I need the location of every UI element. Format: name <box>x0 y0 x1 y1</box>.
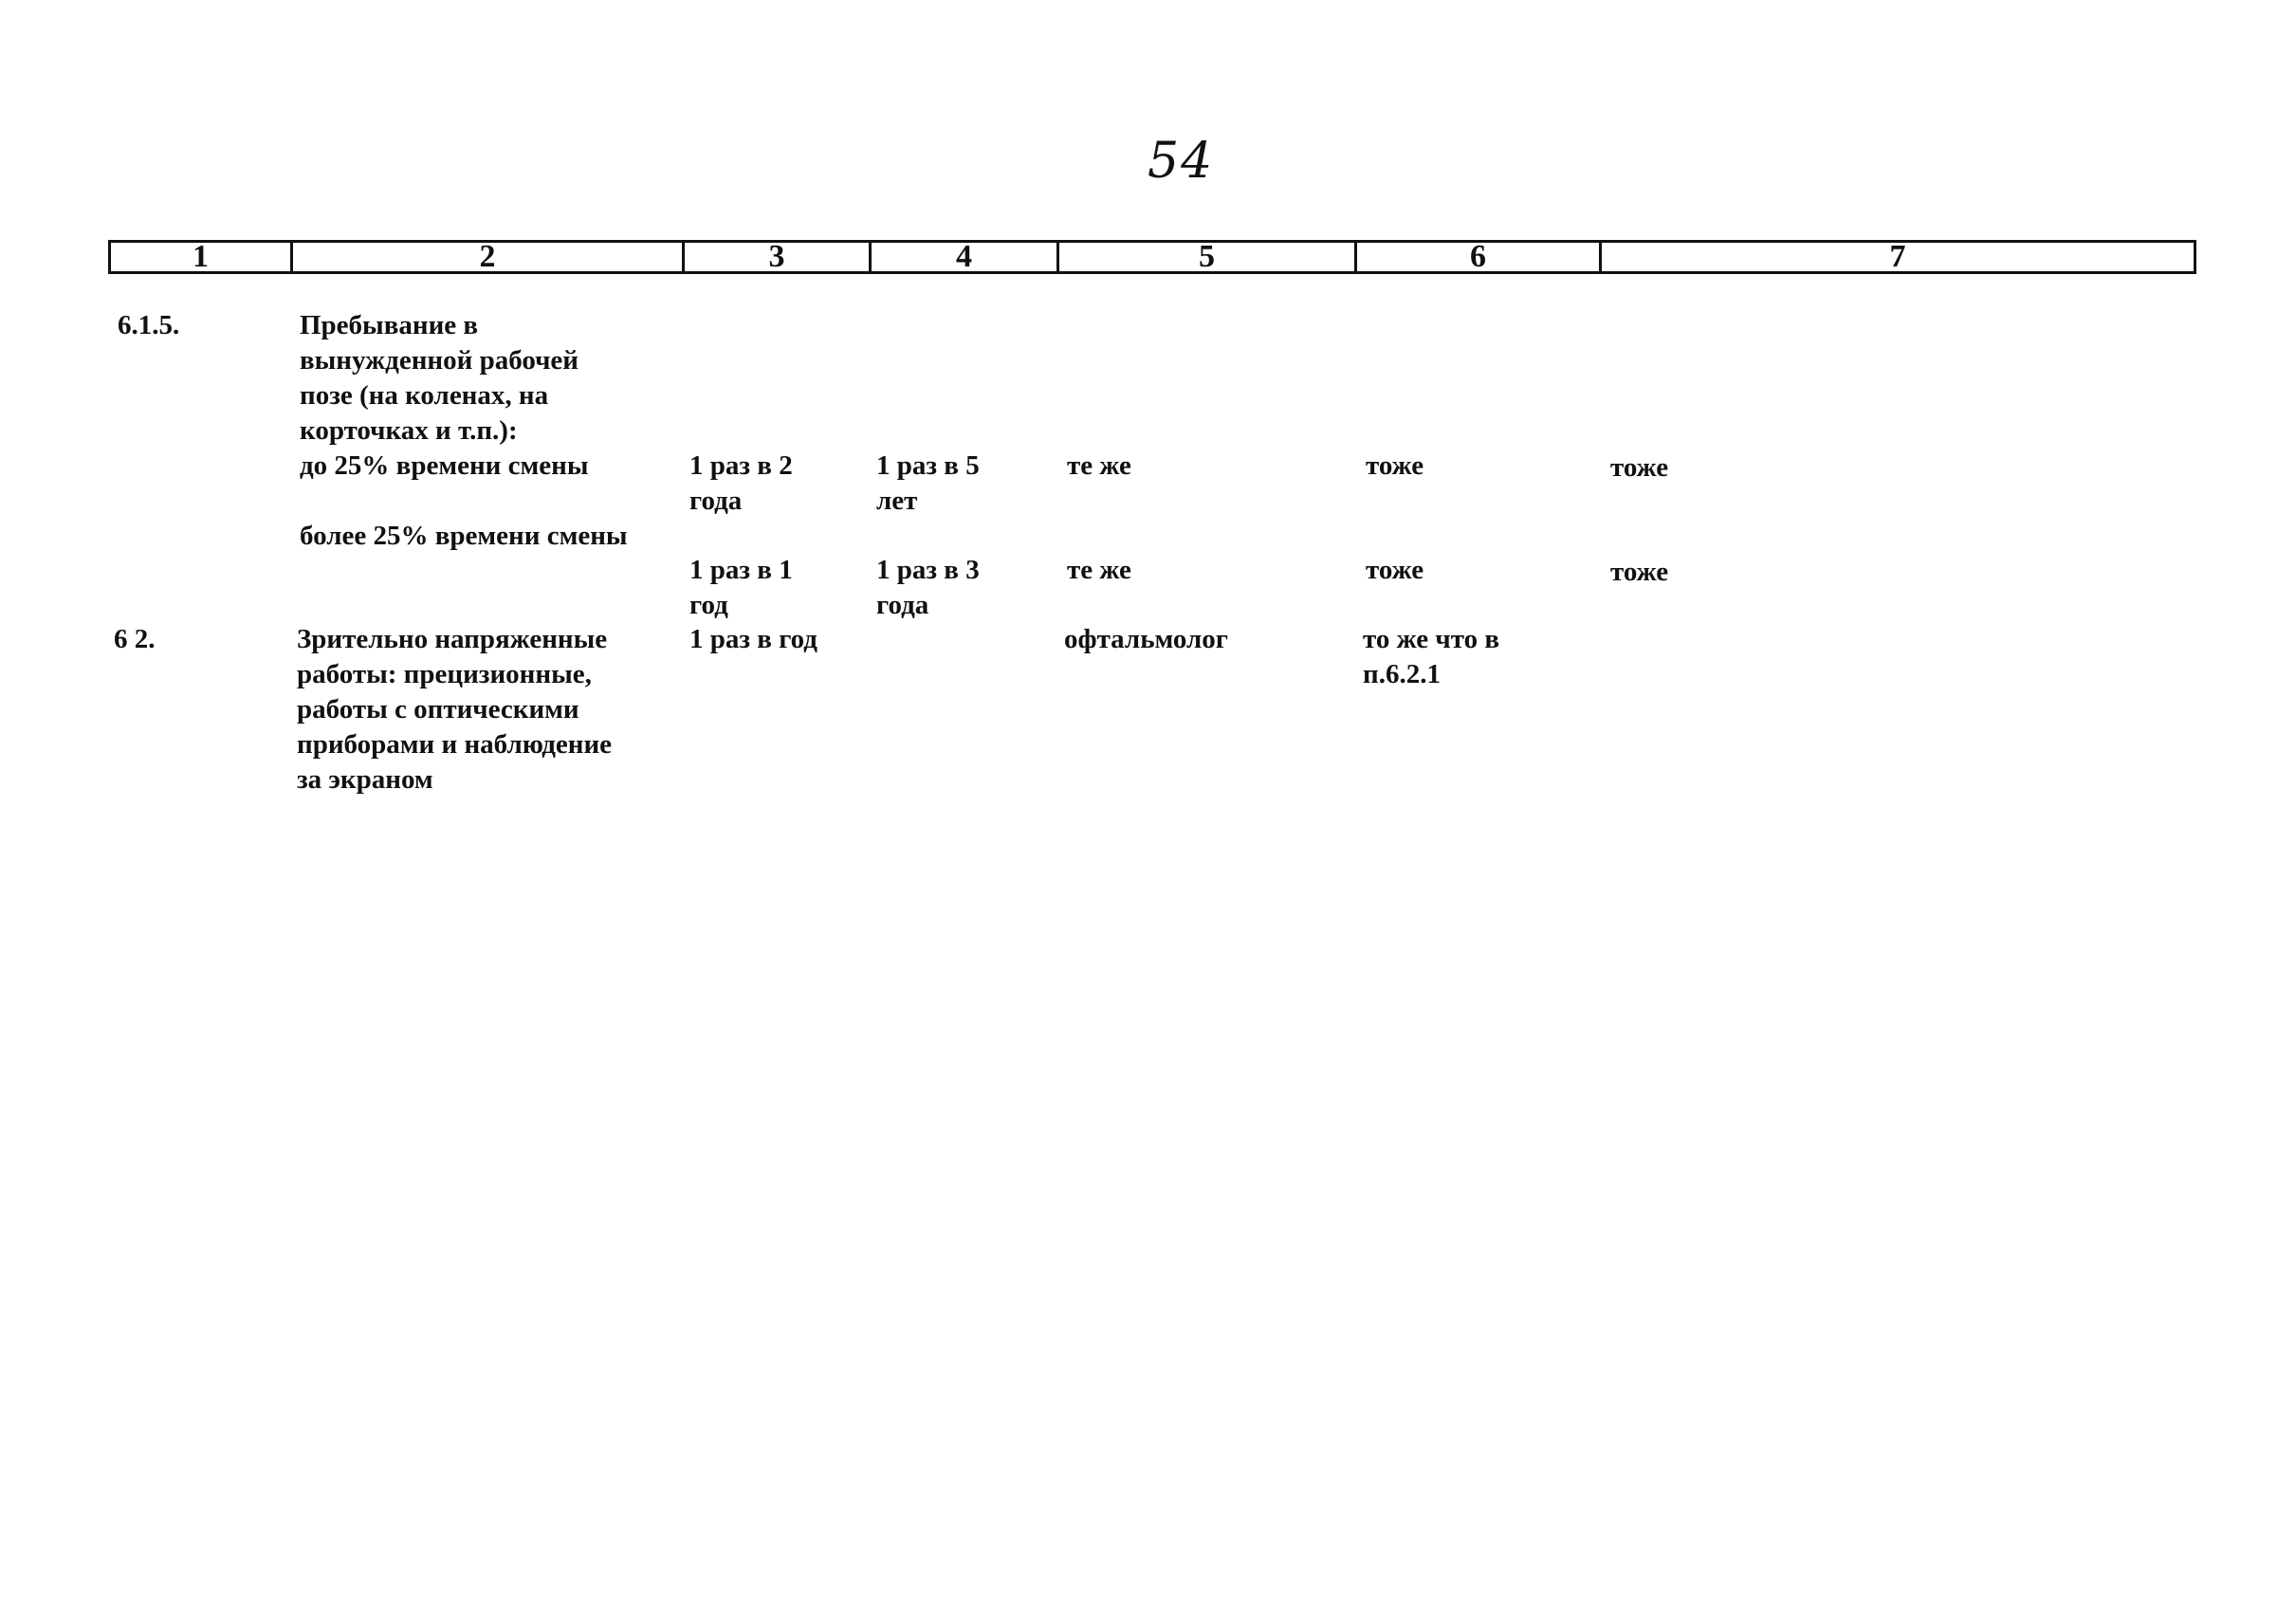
header-col-6: 6 <box>1357 243 1602 271</box>
subrow-615b-col7: тоже <box>1610 557 1669 587</box>
header-col-2: 2 <box>293 243 685 271</box>
header-col-4: 4 <box>872 243 1059 271</box>
subrow-615b-col4 <box>876 553 980 623</box>
row-62-col3: 1 раз в год <box>689 624 817 654</box>
subrow-615a-col5: те же <box>1067 450 1131 481</box>
row-title-62 <box>297 622 612 798</box>
subrow-615b-col6: тоже <box>1366 555 1424 585</box>
title-line: приборами и наблюдение <box>297 729 613 760</box>
table-header-row <box>108 240 2196 274</box>
page-number: 54 <box>1148 133 1215 190</box>
cell-line: 1 раз в 1 <box>689 555 793 585</box>
subrow-615b-col5: те же <box>1067 555 1131 585</box>
cell-line: то же что в <box>1363 624 1500 654</box>
title-line: Зрительно напряженные <box>297 624 608 654</box>
title-line: позе (на коленах, на <box>300 380 549 411</box>
title-line: за экраном <box>297 764 433 795</box>
cell-line: п.6.2.1 <box>1363 659 1441 689</box>
title-line: работы с оптическими <box>297 694 579 724</box>
row-title-615 <box>300 308 579 449</box>
cell-line: 1 раз в 5 <box>876 450 980 481</box>
subrow-615a-col7: тоже <box>1610 452 1669 483</box>
row-number-615: 6.1.5. <box>118 310 180 340</box>
header-col-3: 3 <box>685 243 872 271</box>
subrow-label-615b: более 25% времени смены <box>300 521 628 551</box>
subrow-615b-col3 <box>689 553 793 623</box>
cell-line: 1 раз в 3 <box>876 555 980 585</box>
header-col-1: 1 <box>111 243 293 271</box>
subrow-615a-col6: тоже <box>1366 450 1424 481</box>
title-line: Пребывание в <box>300 310 479 340</box>
subrow-615a-col3 <box>689 449 793 519</box>
cell-line: года <box>689 486 743 516</box>
row-62-col6 <box>1363 622 1499 692</box>
title-line: работы: прецизионные, <box>297 659 592 689</box>
cell-line: лет <box>876 486 918 516</box>
cell-line: год <box>689 590 728 620</box>
row-62-col5: офтальмолог <box>1064 624 1228 654</box>
row-number-62: 6 2. <box>114 624 156 654</box>
header-col-5: 5 <box>1059 243 1357 271</box>
cell-line: 1 раз в 2 <box>689 450 793 481</box>
subrow-615a-col4 <box>876 449 980 519</box>
subrow-label-615a: до 25% времени смены <box>300 450 589 481</box>
title-line: вынужденной рабочей <box>300 345 579 376</box>
header-col-7: 7 <box>1889 239 1906 274</box>
title-line: корточках и т.п.): <box>300 415 518 446</box>
cell-line: года <box>876 590 929 620</box>
